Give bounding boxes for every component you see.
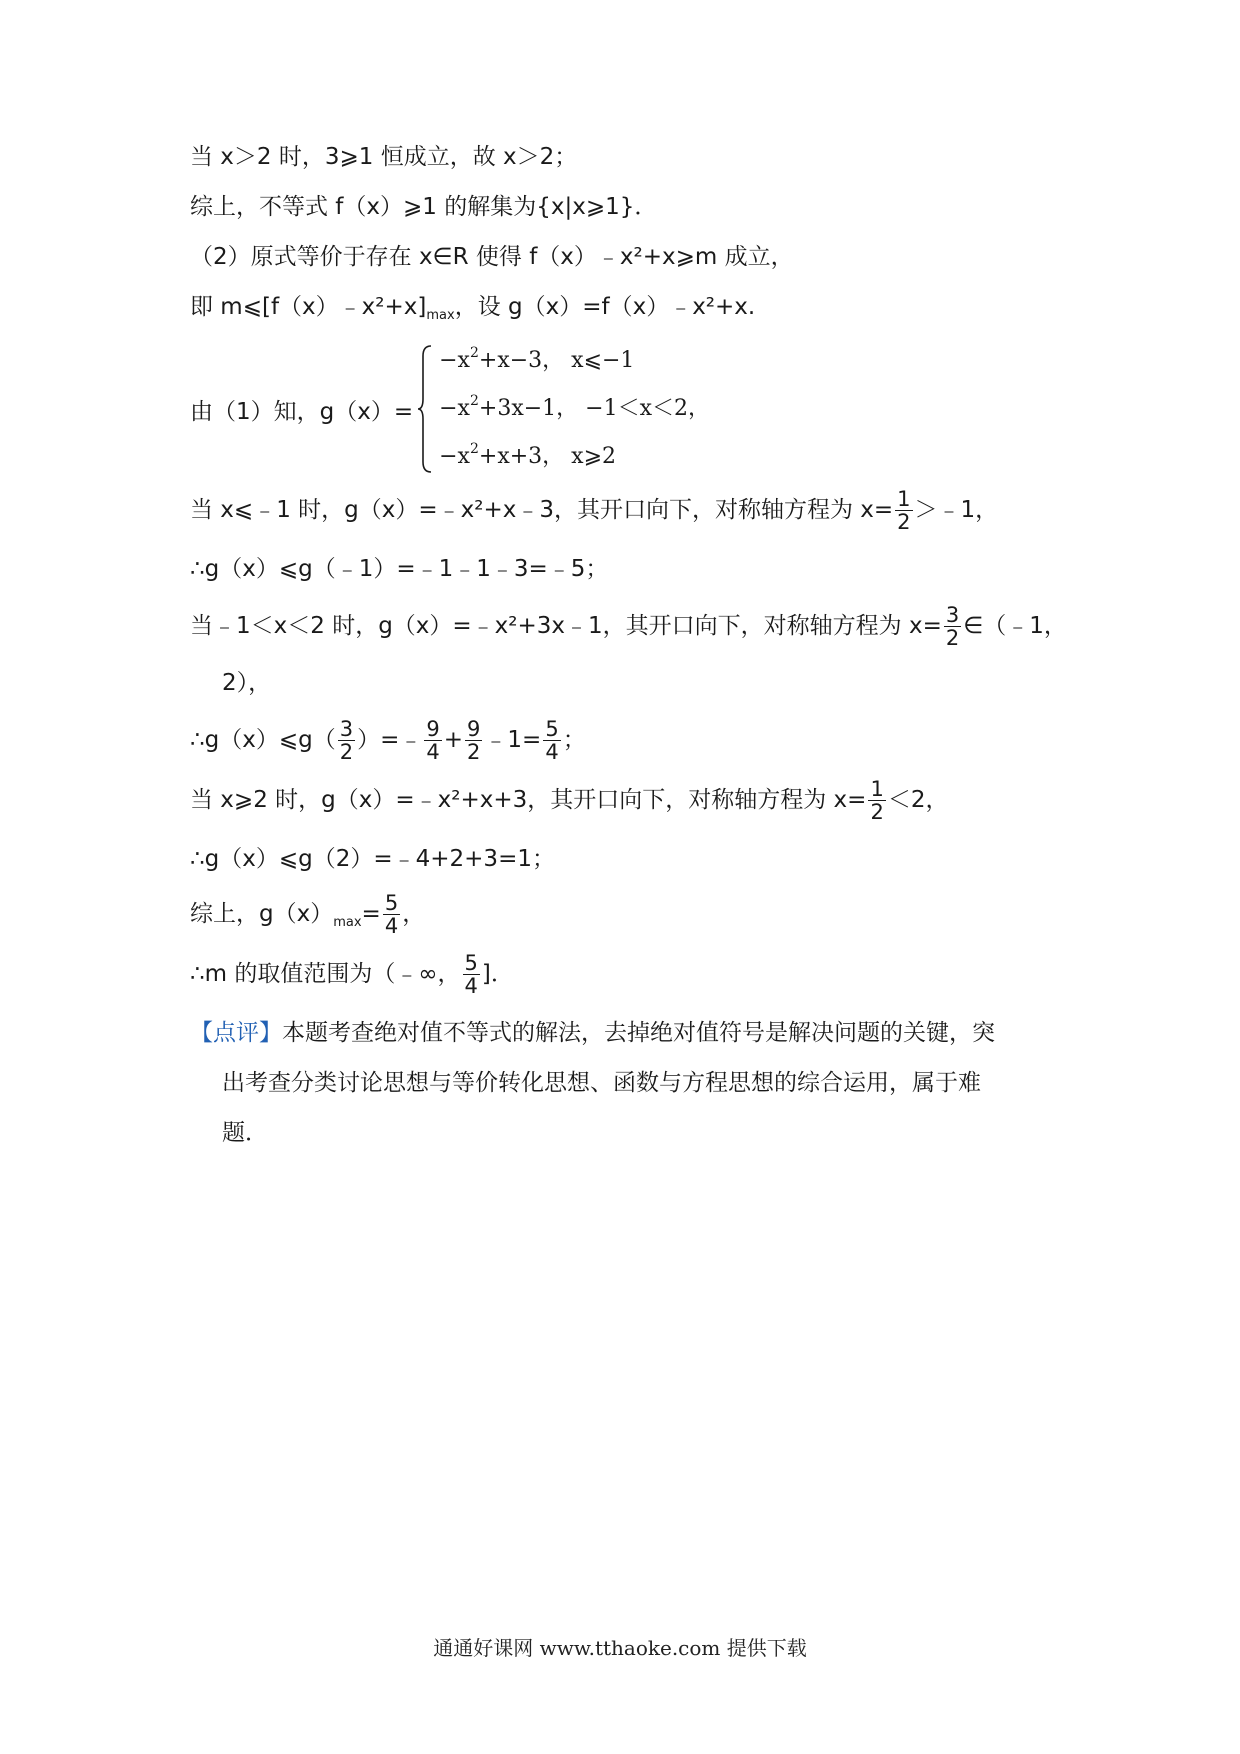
fraction: $\frac{9}{4}$: [426, 717, 440, 764]
subscript-max: max: [426, 308, 455, 323]
text-line: ∴g（x）⩽g（ $\frac{3}{2}$ ）=﹣ $\frac{9}{4}$ + $\frac{9}{2}$ ﹣1= $\frac{5}{4}$ ；: [190, 717, 586, 764]
fraction: $\frac{3}{2}$: [339, 717, 354, 764]
review-tag: 【点评】: [190, 1020, 282, 1046]
text-line: [190, 290, 755, 324]
text-line: ∴g（x）⩽g（﹣1）=﹣1﹣1﹣3=﹣5；: [190, 556, 609, 582]
cases-list: [439, 346, 710, 472]
line-text: ，设 g（x）=f（x）﹣x²+x.: [454, 294, 756, 320]
line-text: 当 x＞2 时，3⩾1 恒成立，故 x＞2；: [190, 144, 578, 170]
text-line: 综上，$g(x)_{max}=$ $\frac{5}{4}$ ，: [190, 891, 426, 938]
fraction: $\frac{5}{4}$: [384, 891, 399, 938]
case-row: $-x^2+x+3$， x⩾2: [439, 441, 616, 469]
text-line: 当﹣1＜x＜2 时，g（x）=﹣x²+3x﹣1，其开口向下，对称轴方程为 x= $\frac{3}{2}$ ∈（﹣1，: [190, 603, 1067, 650]
text-line: ∴g（x）⩽g（2）=﹣4+2+3=1；: [190, 846, 555, 872]
piecewise-definition: [190, 344, 710, 474]
fraction: $\frac{1}{2}$: [870, 777, 884, 824]
text-line: [190, 190, 657, 224]
fraction: $\frac{1}{2}$: [897, 487, 911, 534]
fraction: $\frac{5}{4}$: [464, 951, 478, 998]
line-text: 由（1）知，g（x）=: [190, 398, 414, 425]
fraction: $\frac{5}{4}$: [545, 717, 559, 764]
text-line: [190, 240, 794, 274]
page-footer: 通通好课网 www.tthaoke.com 提供下载: [433, 1636, 807, 1660]
fraction: $\frac{3}{2}$: [945, 603, 960, 650]
text-line: 当 x⩾2 时，g（x）=﹣x²+x+3，其开口向下，对称轴方程为 x= $\frac{1}{2}$ ＜2，: [190, 777, 949, 824]
review-line: 出考查分类讨论思想与等价转化思想、函数与方程思想的综合运用，属于难: [222, 1070, 981, 1096]
text-line: ∴m 的取值范围为（﹣∞， $\frac{5}{4}$ ]．: [190, 951, 514, 998]
fraction: $\frac{9}{2}$: [467, 717, 481, 764]
line-text: （2）原式等价于存在 x∈R 使得 f（x）﹣x²+x⩾m 成立，: [190, 244, 794, 270]
text-line: [190, 140, 577, 174]
case-row: $-x^2+3x-1$， −1＜x＜2，: [439, 393, 710, 421]
line-text: 即 m⩽[f（x）﹣x²+x]: [190, 294, 427, 320]
text-line: 当 x⩽﹣1 时，g（x）=﹣x²+x﹣3，其开口向下，对称轴方程为 x= $\frac{1}{2}$ ＞﹣1，: [190, 487, 999, 534]
case-row: $-x^2+x-3$， x⩽−1: [439, 345, 635, 373]
line-text: 综上，不等式 f（x）⩾1 的解集为{x|x⩾1}．: [190, 194, 658, 220]
review-line: 题．: [222, 1120, 268, 1146]
subscript-max: max: [333, 915, 362, 930]
review-line: 【点评】本题考查绝对值不等式的解法，去掉绝对值符号是解决问题的关键，突: [190, 1020, 995, 1046]
left-brace-icon: [417, 344, 433, 474]
text-line: 2），: [222, 670, 272, 696]
